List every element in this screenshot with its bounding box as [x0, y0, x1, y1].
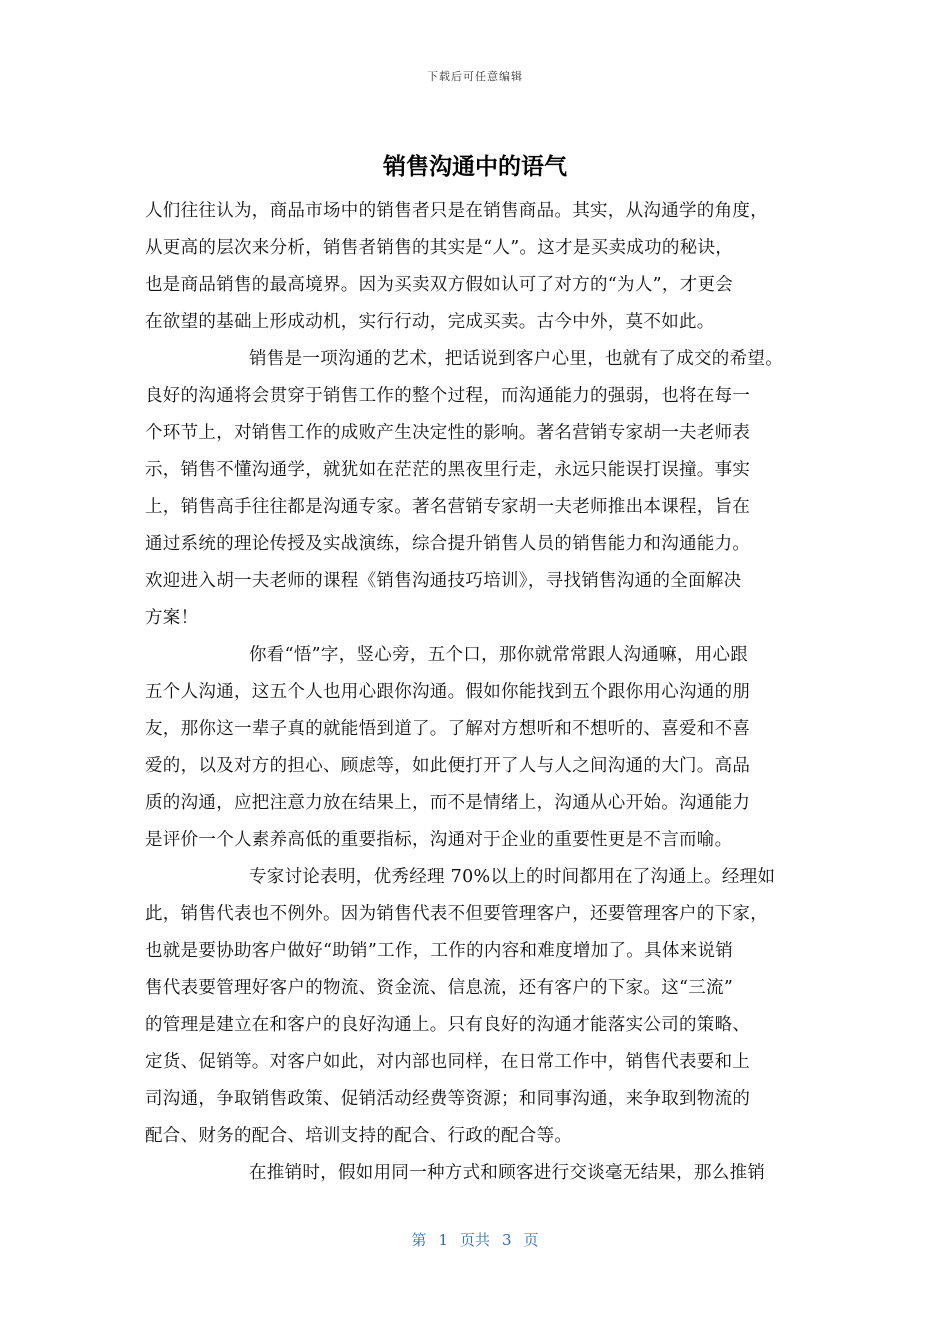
text-line: 爱的，以及对方的担心、顾虑等，如此便打开了人与人之间沟通的大门。高品 [145, 756, 751, 776]
text-line: 质的沟通，应把注意力放在结果上，而不是情绪上，沟通从心开始。沟通能力 [145, 793, 751, 813]
text-line: 示，销售不懂沟通学，就犹如在茫茫的黑夜里行走，永远只能误打误撞。事实 [145, 460, 751, 480]
footer-page-prefix: 第 [411, 1231, 427, 1249]
text-line: 你看“悟”字，竖心旁，五个口，那你就常常跟人沟通嘛，用心跟 [249, 645, 749, 665]
text-line: 的管理是建立在和客户的良好沟通上。只有良好的沟通才能落实公司的策略、 [145, 1015, 751, 1035]
page-footer [0, 1229, 950, 1250]
document-title: 销售沟通中的语气 [383, 154, 567, 180]
text-line: 欢迎进入胡一夫老师的课程《销售沟通技巧培训》，寻找销售沟通的全面解决 [145, 571, 742, 591]
text-line: 个环节上，对销售工作的成败产生决定性的影响。著名营销专家胡一夫老师表 [145, 423, 751, 443]
footer-page-total: 3 [502, 1231, 512, 1249]
footer-page-number: 1 [438, 1231, 448, 1249]
text-line: 在推销时，假如用同一种方式和顾客进行交谈毫无结果，那么推销 [249, 1163, 766, 1183]
header-note: 下载后可任意编辑 [427, 70, 523, 83]
document-body [145, 193, 825, 1192]
footer-page-middle: 页共 [459, 1231, 490, 1249]
text-line: 专家讨论表明，优秀经理 70%以上的时间都用在了沟通上。经理如 [249, 867, 776, 887]
text-line: 上，销售高手往往都是沟通专家。著名营销专家胡一夫老师推出本课程，旨在 [145, 497, 751, 517]
text-line: 人们往往认为，商品市场中的销售者只是在销售商品。其实，从沟通学的角度， [145, 201, 768, 221]
text-line: 也是商品销售的最高境界。因为买卖双方假如认可了对方的“为人”，才更会 [145, 275, 734, 295]
text-line: 是评价一个人素养高低的重要指标，沟通对于企业的重要性更是不言而喻。 [145, 830, 733, 850]
text-line: 从更高的层次来分析，销售者销售的其实是“人”。这才是买卖成功的秘诀， [145, 238, 734, 258]
text-line: 在欲望的基础上形成动机，实行行动，完成买卖。古今中外，莫不如此。 [145, 312, 715, 332]
text-line: 也就是要协助客户做好“助销”工作，工作的内容和难度增加了。具体来说销 [145, 941, 734, 961]
text-line: 友，那你这一辈子真的就能悟到道了。了解对方想听和不想听的、喜爱和不喜 [145, 719, 751, 739]
text-line: 此，销售代表也不例外。因为销售代表不但要管理客户，还要管理客户的下家， [145, 904, 768, 924]
text-line: 配合、财务的配合、培训支持的配合、行政的配合等。 [145, 1126, 573, 1146]
text-line: 良好的沟通将会贯穿于销售工作的整个过程，而沟通能力的强弱，也将在每一 [145, 386, 751, 406]
text-line: 方案！ [145, 608, 199, 628]
text-line: 司沟通，争取销售政策、促销活动经费等资源；和同事沟通，来争取到物流的 [145, 1089, 751, 1109]
text-line: 五个人沟通，这五个人也用心跟你沟通。假如你能找到五个跟你用心沟通的朋 [145, 682, 751, 702]
footer-page-suffix: 页 [523, 1231, 539, 1249]
text-line: 售代表要管理好客户的物流、资金流、信息流，还有客户的下家。这“三流” [145, 978, 734, 998]
text-line: 销售是一项沟通的艺术，把话说到客户心里，也就有了成交的希望。 [249, 349, 783, 369]
text-line: 定货、促销等。对客户如此，对内部也同样，在日常工作中，销售代表要和上 [145, 1052, 751, 1072]
text-line: 通过系统的理论传授及实战演练，综合提升销售人员的销售能力和沟通能力。 [145, 534, 751, 554]
